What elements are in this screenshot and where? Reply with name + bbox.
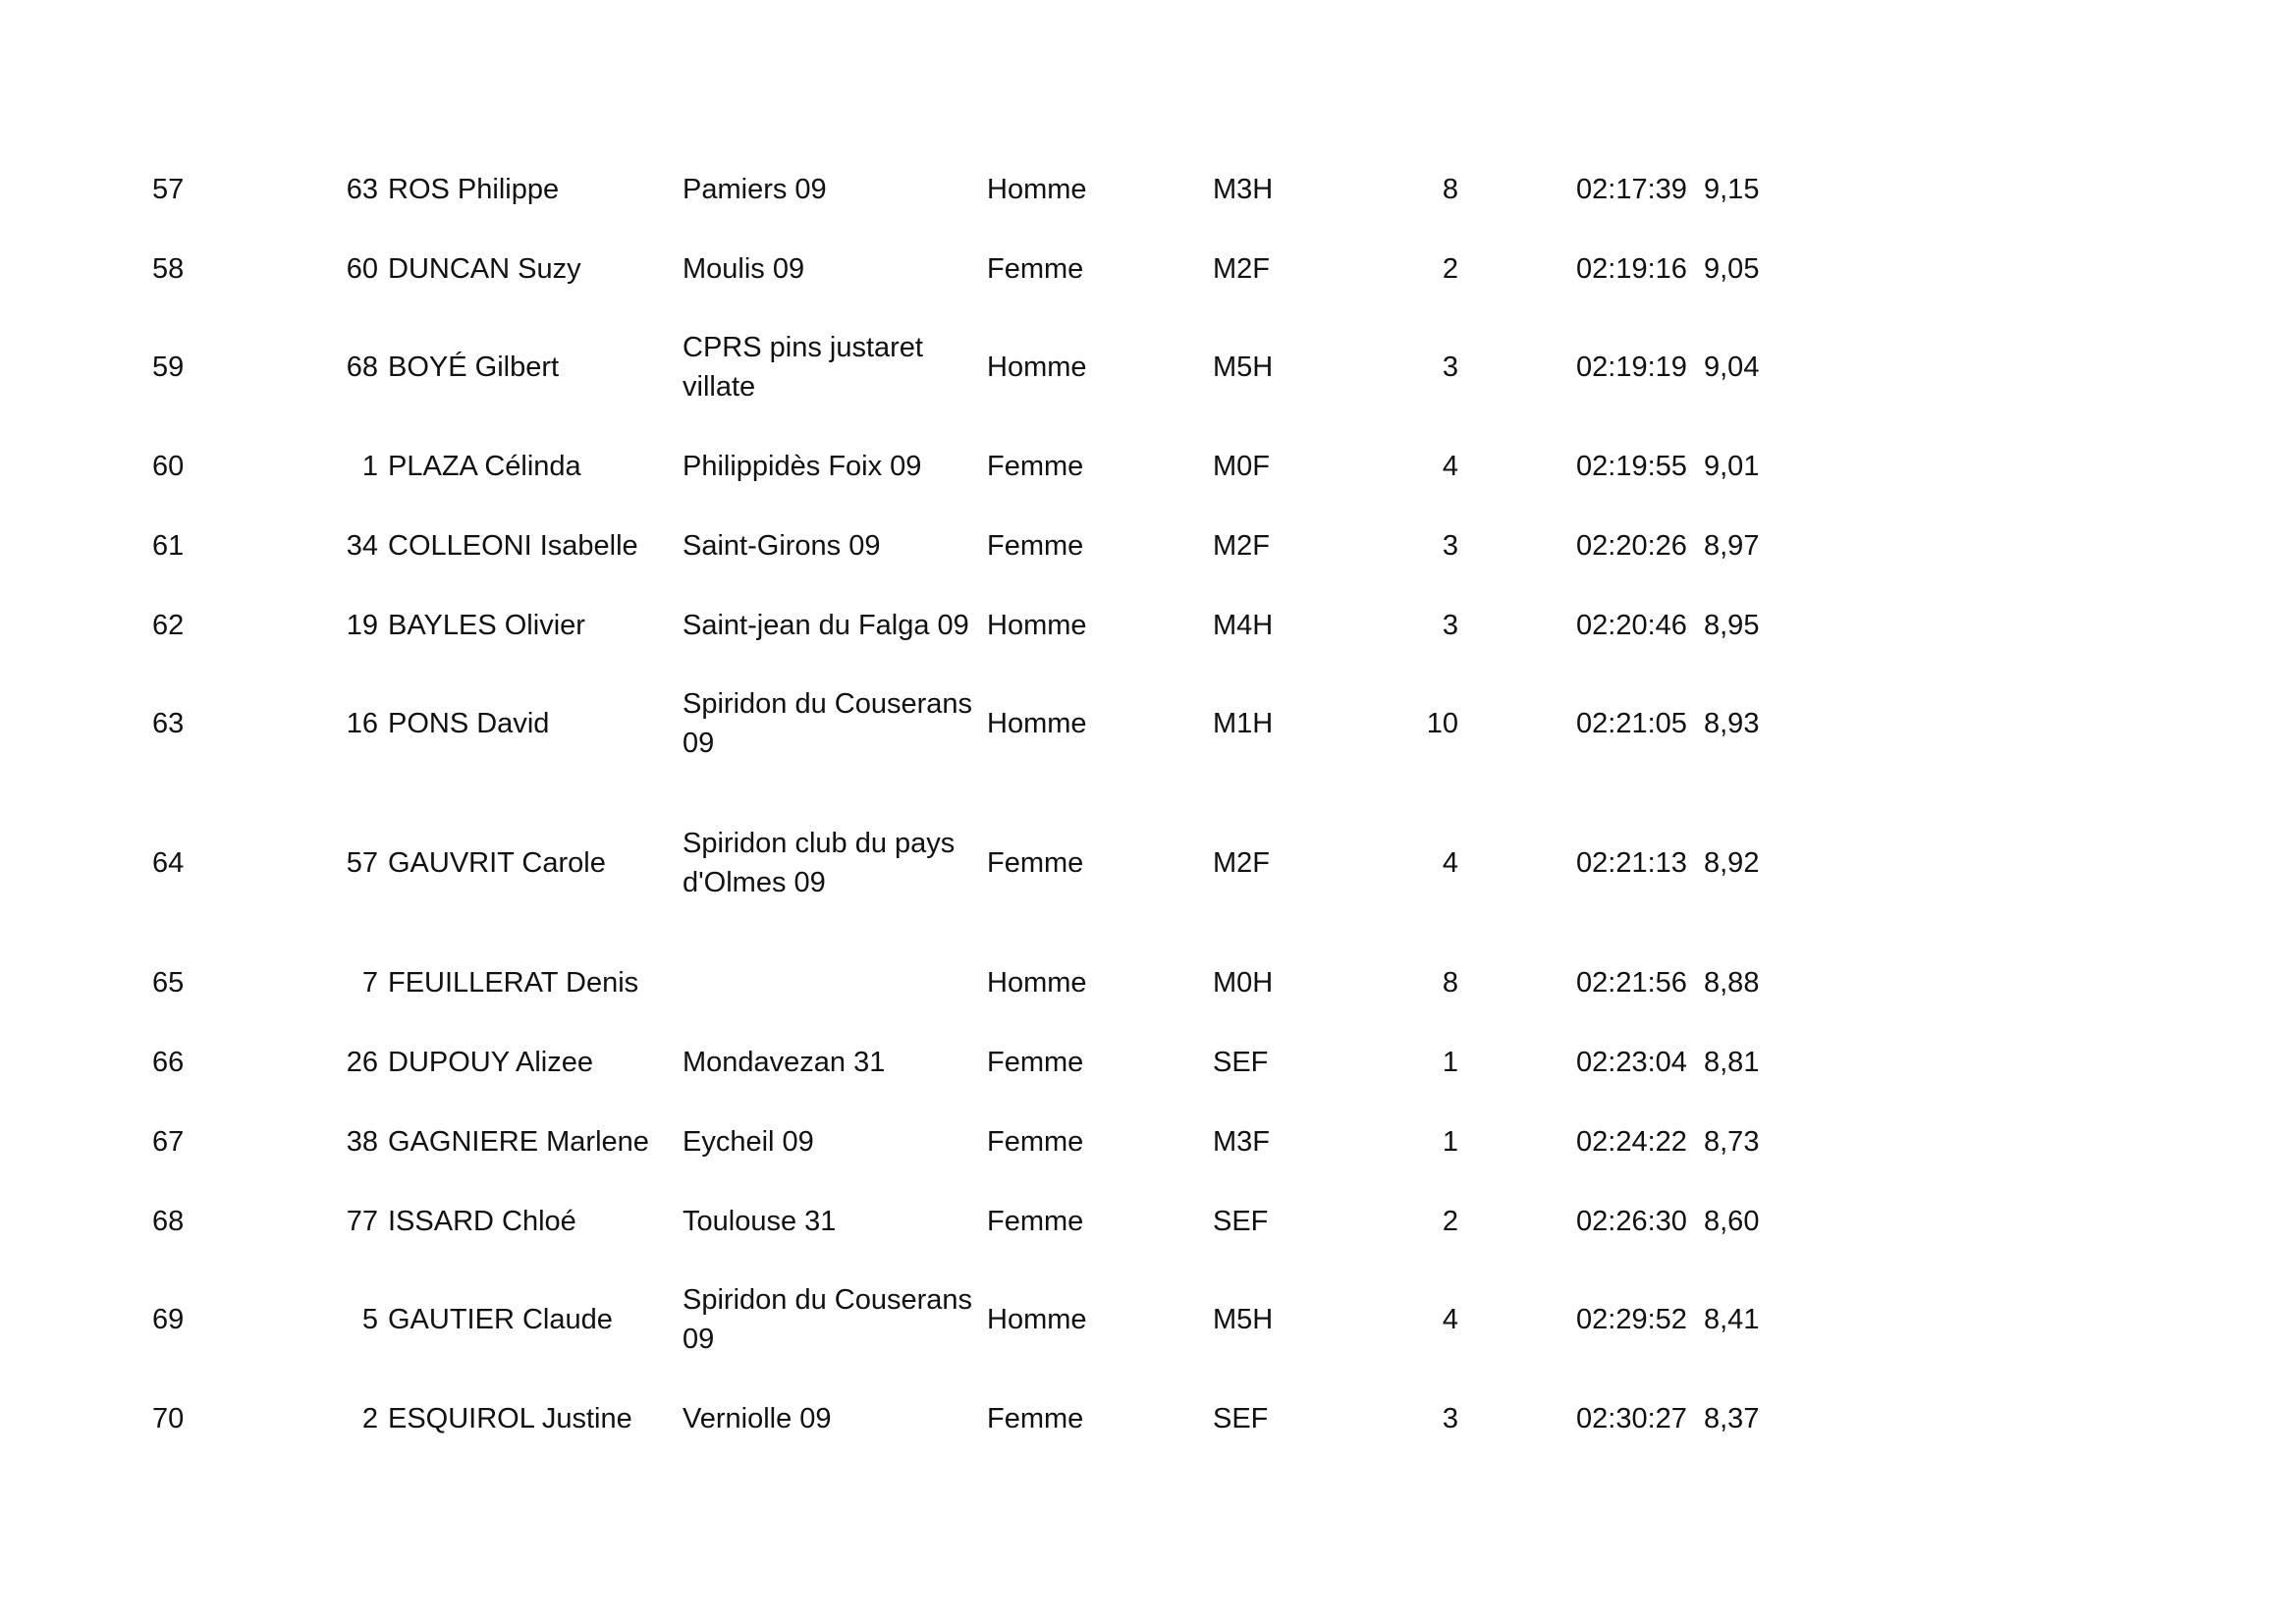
cat-rank-cell: 2 (1442, 1205, 1458, 1237)
time-cell: 02:20:46 (1576, 609, 1687, 641)
table-row (152, 506, 1782, 585)
speed-cell: 8,88 (1704, 966, 1760, 999)
category-cell: M1H (1213, 708, 1274, 739)
sex-cell: Femme (987, 1125, 1084, 1158)
results-table (152, 149, 1782, 1458)
sex-cell: Homme (987, 352, 1087, 383)
table-row (152, 783, 1782, 943)
name-cell: GAUVRIT Carole (388, 846, 606, 879)
rank-cell: 62 (152, 609, 185, 641)
club-cell: Toulouse 31 (683, 1205, 837, 1237)
time-cell: 02:24:22 (1576, 1125, 1687, 1158)
time-cell: 02:30:27 (1576, 1402, 1687, 1434)
cat-rank-cell: 3 (1442, 529, 1458, 562)
category-cell: M0F (1213, 450, 1270, 482)
table-row (152, 1379, 1782, 1458)
table-row (152, 943, 1782, 1022)
sex-cell: Homme (987, 609, 1087, 641)
spacer-cell (1458, 585, 1576, 665)
table-row (152, 1261, 1782, 1379)
name-cell: PLAZA Célinda (388, 450, 581, 482)
club-cell: CPRS pins justaret villate (683, 332, 923, 403)
sex-cell: Homme (987, 1304, 1087, 1335)
category-cell: M5H (1213, 352, 1274, 383)
club-cell: Verniolle 09 (683, 1402, 832, 1434)
table-row (152, 1102, 1782, 1181)
bib-cell: 1 (361, 450, 378, 482)
speed-cell: 8,73 (1704, 1125, 1760, 1158)
sex-cell: Femme (987, 1046, 1084, 1078)
bib-cell: 38 (346, 1125, 378, 1158)
speed-cell: 9,01 (1704, 450, 1760, 482)
rank-cell: 58 (152, 252, 185, 285)
club-cell: Saint-Girons 09 (683, 529, 881, 562)
category-cell: M5H (1213, 1304, 1274, 1335)
time-cell: 02:19:19 (1576, 352, 1687, 383)
speed-cell: 8,41 (1704, 1304, 1760, 1335)
rank-cell: 60 (152, 450, 185, 482)
rank-cell: 68 (152, 1205, 185, 1237)
name-cell: PONS David (388, 708, 550, 739)
category-cell: M2F (1213, 846, 1270, 879)
sex-cell: Homme (987, 173, 1087, 205)
category-cell: SEF (1213, 1046, 1269, 1078)
time-cell: 02:21:56 (1576, 966, 1687, 999)
name-cell: COLLEONI Isabelle (388, 529, 638, 562)
cat-rank-cell: 3 (1442, 609, 1458, 641)
bib-cell: 26 (346, 1046, 378, 1078)
spacer-cell (1458, 1022, 1576, 1102)
name-cell: FEUILLERAT Denis (388, 966, 639, 999)
speed-cell: 8,37 (1704, 1402, 1760, 1434)
rank-cell: 63 (152, 708, 185, 739)
category-cell: M4H (1213, 609, 1274, 641)
club-cell: Saint-jean du Falga 09 (683, 609, 969, 641)
bib-cell: 60 (346, 252, 378, 285)
cat-rank-cell: 3 (1442, 1402, 1458, 1434)
name-cell: ROS Philippe (388, 173, 560, 205)
bib-cell: 68 (346, 352, 378, 383)
time-cell: 02:21:13 (1576, 846, 1687, 879)
speed-cell: 9,15 (1704, 173, 1760, 205)
sex-cell: Homme (987, 966, 1087, 999)
table-row (152, 1181, 1782, 1261)
name-cell: GAUTIER Claude (388, 1304, 613, 1335)
category-cell: SEF (1213, 1205, 1269, 1237)
cat-rank-cell: 4 (1442, 1304, 1458, 1335)
spacer-cell (1458, 308, 1576, 426)
time-cell: 02:17:39 (1576, 173, 1687, 205)
rank-cell: 69 (152, 1304, 185, 1335)
speed-cell: 9,04 (1704, 352, 1760, 383)
time-cell: 02:20:26 (1576, 529, 1687, 562)
rank-cell: 65 (152, 966, 185, 999)
table-row (152, 426, 1782, 506)
rank-cell: 66 (152, 1046, 185, 1078)
table-row (152, 665, 1782, 783)
category-cell: M3H (1213, 173, 1274, 205)
rank-cell: 67 (152, 1125, 185, 1158)
spacer-cell (1458, 229, 1576, 308)
bib-cell: 7 (361, 966, 378, 999)
category-cell: M2F (1213, 252, 1270, 285)
club-cell: Philippidès Foix 09 (683, 450, 922, 482)
table-row (152, 149, 1782, 229)
speed-cell: 8,92 (1704, 846, 1760, 879)
rank-cell: 57 (152, 173, 185, 205)
rank-cell: 59 (152, 352, 185, 383)
club-cell: Spiridon club du pays d'Olmes 09 (683, 827, 956, 898)
speed-cell: 8,81 (1704, 1046, 1760, 1078)
name-cell: BOYÉ Gilbert (388, 352, 560, 383)
sex-cell: Femme (987, 450, 1084, 482)
spacer-cell (1458, 1102, 1576, 1181)
speed-cell: 8,60 (1704, 1205, 1760, 1237)
name-cell: DUNCAN Suzy (388, 252, 581, 285)
time-cell: 02:26:30 (1576, 1205, 1687, 1237)
time-cell: 02:19:55 (1576, 450, 1687, 482)
table-row (152, 585, 1782, 665)
cat-rank-cell: 8 (1442, 966, 1458, 999)
time-cell: 02:29:52 (1576, 1304, 1687, 1335)
club-cell: Mondavezan 31 (683, 1046, 886, 1078)
bib-cell: 63 (346, 173, 378, 205)
spacer-cell (1458, 665, 1576, 783)
bib-cell: 2 (361, 1402, 378, 1434)
name-cell: GAGNIERE Marlene (388, 1125, 649, 1158)
cat-rank-cell: 4 (1442, 846, 1458, 879)
table-row (152, 1022, 1782, 1102)
rank-cell: 70 (152, 1402, 185, 1434)
sex-cell: Femme (987, 846, 1084, 879)
club-cell: Pamiers 09 (683, 173, 827, 205)
results-table-body (152, 149, 1782, 1458)
sex-cell: Femme (987, 1205, 1084, 1237)
category-cell: M0H (1213, 966, 1274, 999)
cat-rank-cell: 1 (1442, 1125, 1458, 1158)
bib-cell: 19 (346, 609, 378, 641)
bib-cell: 57 (346, 846, 378, 879)
name-cell: BAYLES Olivier (388, 609, 585, 641)
category-cell: M3F (1213, 1125, 1270, 1158)
cat-rank-cell: 1 (1442, 1046, 1458, 1078)
sex-cell: Homme (987, 708, 1087, 739)
club-cell: Spiridon du Couserans 09 (683, 688, 973, 759)
name-cell: ESQUIROL Justine (388, 1402, 632, 1434)
cat-rank-cell: 10 (1426, 708, 1458, 739)
spacer-cell (1458, 149, 1576, 229)
table-row (152, 308, 1782, 426)
rank-cell: 61 (152, 529, 185, 562)
spacer-cell (1458, 426, 1576, 506)
club-cell: Spiridon du Couserans 09 (683, 1284, 973, 1355)
club-cell (683, 943, 987, 1022)
bib-cell: 77 (346, 1205, 378, 1237)
rank-cell: 64 (152, 846, 185, 879)
cat-rank-cell: 2 (1442, 252, 1458, 285)
bib-cell: 34 (346, 529, 378, 562)
bib-cell: 16 (346, 708, 378, 739)
sex-cell: Femme (987, 1402, 1084, 1434)
club-cell: Moulis 09 (683, 252, 805, 285)
spacer-cell (1458, 783, 1576, 943)
speed-cell: 8,97 (1704, 529, 1760, 562)
time-cell: 02:19:16 (1576, 252, 1687, 285)
sex-cell: Femme (987, 529, 1084, 562)
cat-rank-cell: 3 (1442, 352, 1458, 383)
spacer-cell (1458, 506, 1576, 585)
spacer-cell (1458, 1379, 1576, 1458)
speed-cell: 9,05 (1704, 252, 1760, 285)
spacer-cell (1458, 1181, 1576, 1261)
category-cell: M2F (1213, 529, 1270, 562)
time-cell: 02:23:04 (1576, 1046, 1687, 1078)
speed-cell: 8,93 (1704, 708, 1760, 739)
time-cell: 02:21:05 (1576, 708, 1687, 739)
name-cell: DUPOUY Alizee (388, 1046, 593, 1078)
cat-rank-cell: 4 (1442, 450, 1458, 482)
bib-cell: 5 (361, 1304, 378, 1335)
sex-cell: Femme (987, 252, 1084, 285)
spacer-cell (1458, 943, 1576, 1022)
category-cell: SEF (1213, 1402, 1269, 1434)
cat-rank-cell: 8 (1442, 173, 1458, 205)
name-cell: ISSARD Chloé (388, 1205, 576, 1237)
spacer-cell (1458, 1261, 1576, 1379)
club-cell: Eycheil 09 (683, 1125, 814, 1158)
speed-cell: 8,95 (1704, 609, 1760, 641)
table-row (152, 229, 1782, 308)
